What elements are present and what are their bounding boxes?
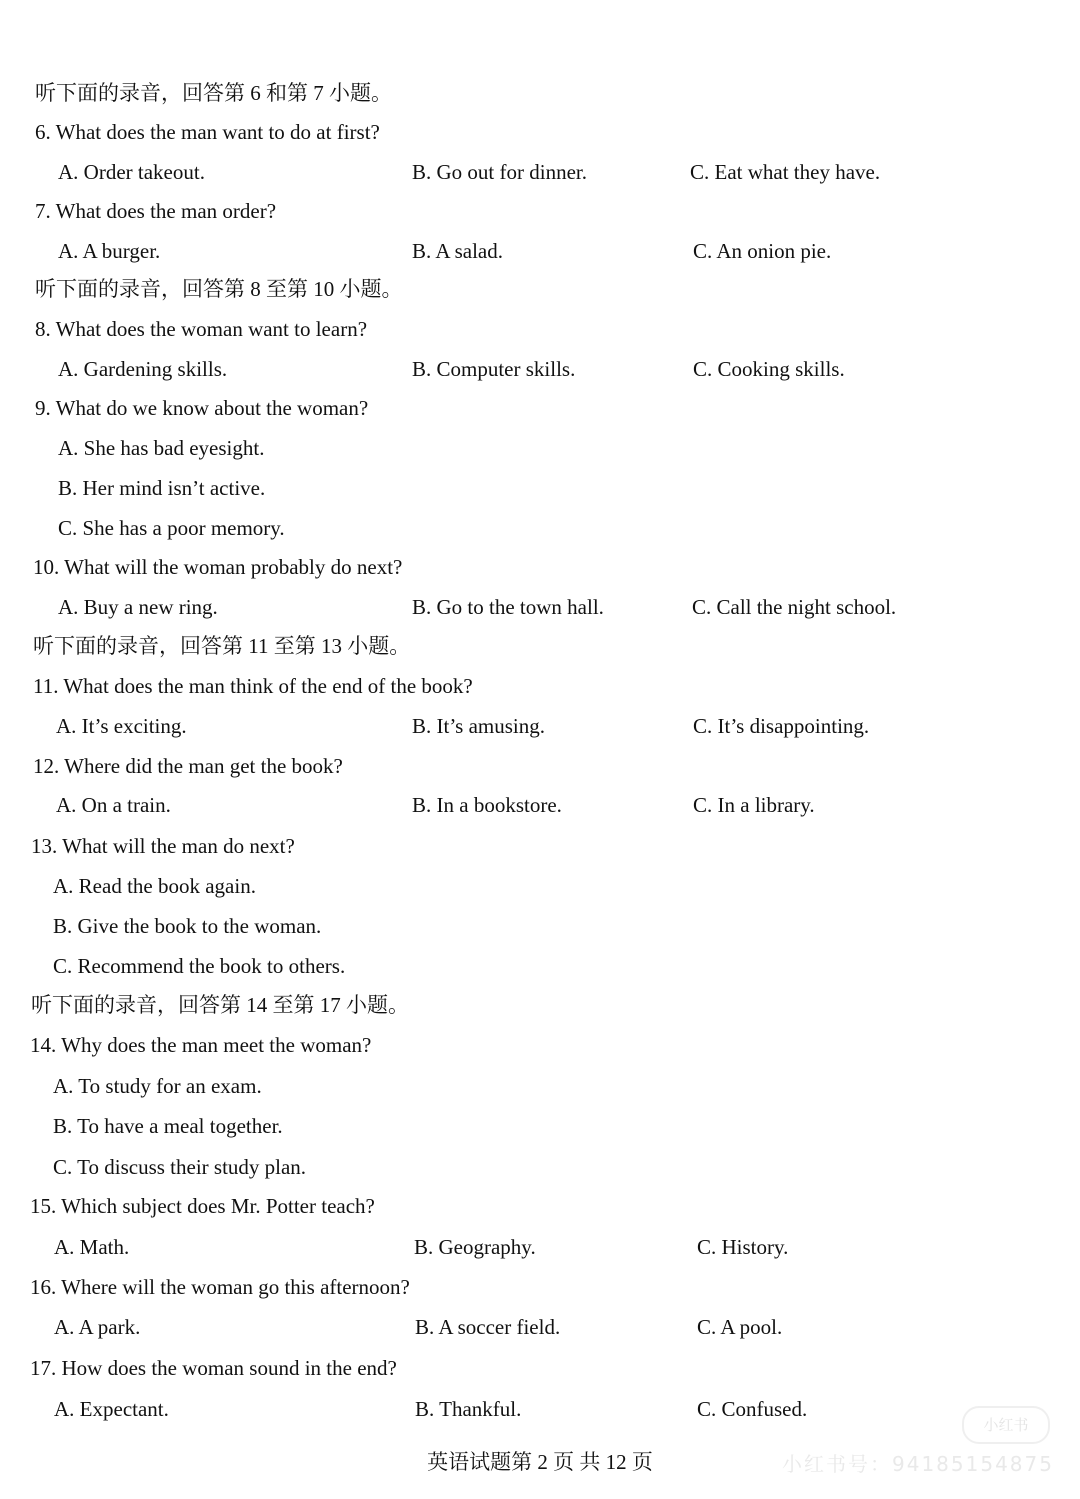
option-c: C. In a library.: [693, 793, 815, 817]
question-15: [0, 1191, 1080, 1221]
option-c: C. Cooking skills.: [693, 357, 845, 381]
section-header: 听下面的录音，回答第 8 至第 10 小题。: [35, 277, 403, 301]
question-stem: 7. What does the man order?: [35, 199, 277, 223]
question-9-option-a: A. She has bad eyesight.: [58, 436, 265, 460]
option-c: C. An onion pie.: [693, 239, 832, 263]
option-b: B. In a bookstore.: [412, 793, 562, 817]
question-17: [0, 1353, 1080, 1383]
question-16: [0, 1272, 1080, 1302]
question-11-options: [0, 711, 1080, 741]
question-7-options: [0, 236, 1080, 266]
question-9: [0, 393, 1080, 423]
question-stem: 13. What will the man do next?: [31, 834, 295, 858]
question-11: [0, 671, 1080, 701]
question-14-option-c: C. To discuss their study plan.: [53, 1155, 307, 1179]
option-b: B. Geography.: [414, 1235, 536, 1259]
question-stem: 15. Which subject does Mr. Potter teach?: [30, 1194, 375, 1218]
question-stem: 17. How does the woman sound in the end?: [30, 1356, 397, 1380]
question-10: [0, 552, 1080, 582]
question-10-options: [0, 592, 1080, 622]
watermark-logo: 小红书: [962, 1406, 1050, 1444]
question-13-option-a: A. Read the book again.: [53, 874, 256, 898]
question-6: [0, 117, 1080, 147]
question-14-option-a: A. To study for an exam.: [53, 1074, 262, 1098]
question-16-options: [0, 1312, 1080, 1342]
question-7: [0, 196, 1080, 226]
option-a: A. Math.: [54, 1235, 130, 1259]
question-13-option-b: B. Give the book to the woman.: [53, 914, 322, 938]
question-stem: 16. Where will the woman go this afternoon?: [30, 1275, 410, 1299]
question-stem: 14. Why does the man meet the woman?: [30, 1033, 372, 1057]
option-b: B. A soccer field.: [415, 1315, 561, 1339]
option-a: A. Buy a new ring.: [58, 595, 218, 619]
watermark-text: 小红书号：94185154875: [782, 1452, 1054, 1476]
question-15-options: [0, 1232, 1080, 1262]
question-stem: 10. What will the woman probably do next?: [33, 555, 403, 579]
question-13: [0, 831, 1080, 861]
question-stem: 11. What does the man think of the end of the book?: [33, 674, 473, 698]
option-a: A. It’s exciting.: [56, 714, 187, 738]
option-c: C. Call the night school.: [692, 595, 897, 619]
option-b: B. It’s amusing.: [412, 714, 546, 738]
question-8: [0, 314, 1080, 344]
option-a: A. A burger.: [58, 239, 161, 263]
question-stem: 6. What does the man want to do at first?: [35, 120, 380, 144]
option-c: C. History.: [697, 1235, 789, 1259]
option-b: B. Computer skills.: [412, 357, 576, 381]
option-b: B. Thankful.: [415, 1397, 522, 1421]
question-8-options: [0, 354, 1080, 384]
question-stem: 12. Where did the man get the book?: [33, 754, 343, 778]
question-stem: 8. What does the woman want to learn?: [35, 317, 368, 341]
page-footer: 英语试题第 2 页 共 12 页: [427, 1450, 653, 1474]
question-9-option-c: C. She has a poor memory.: [58, 516, 285, 540]
question-12: [0, 751, 1080, 781]
question-14: [0, 1030, 1080, 1060]
option-a: A. A park.: [54, 1315, 141, 1339]
option-a: A. Expectant.: [54, 1397, 169, 1421]
option-b: B. Go out for dinner.: [412, 160, 587, 184]
question-12-options: [0, 790, 1080, 820]
question-stem: 9. What do we know about the woman?: [35, 396, 369, 420]
option-c: C. A pool.: [697, 1315, 783, 1339]
option-c: C. Eat what they have.: [690, 160, 881, 184]
option-a: A. Order takeout.: [58, 160, 205, 184]
section-header: 听下面的录音，回答第 6 和第 7 小题。: [35, 81, 392, 105]
option-a: A. On a train.: [56, 793, 171, 817]
question-14-option-b: B. To have a meal together.: [53, 1114, 283, 1138]
option-c: C. Confused.: [697, 1397, 808, 1421]
option-c: C. It’s disappointing.: [693, 714, 870, 738]
option-a: A. Gardening skills.: [58, 357, 228, 381]
question-9-option-b: B. Her mind isn’t active.: [58, 476, 266, 500]
option-b: B. A salad.: [412, 239, 504, 263]
option-b: B. Go to the town hall.: [412, 595, 604, 619]
section-header: 听下面的录音，回答第 11 至第 13 小题。: [33, 634, 411, 658]
question-13-option-c: C. Recommend the book to others.: [53, 954, 346, 978]
section-header: 听下面的录音，回答第 14 至第 17 小题。: [31, 993, 409, 1017]
question-17-options: [0, 1394, 1080, 1424]
question-6-options: [0, 157, 1080, 187]
